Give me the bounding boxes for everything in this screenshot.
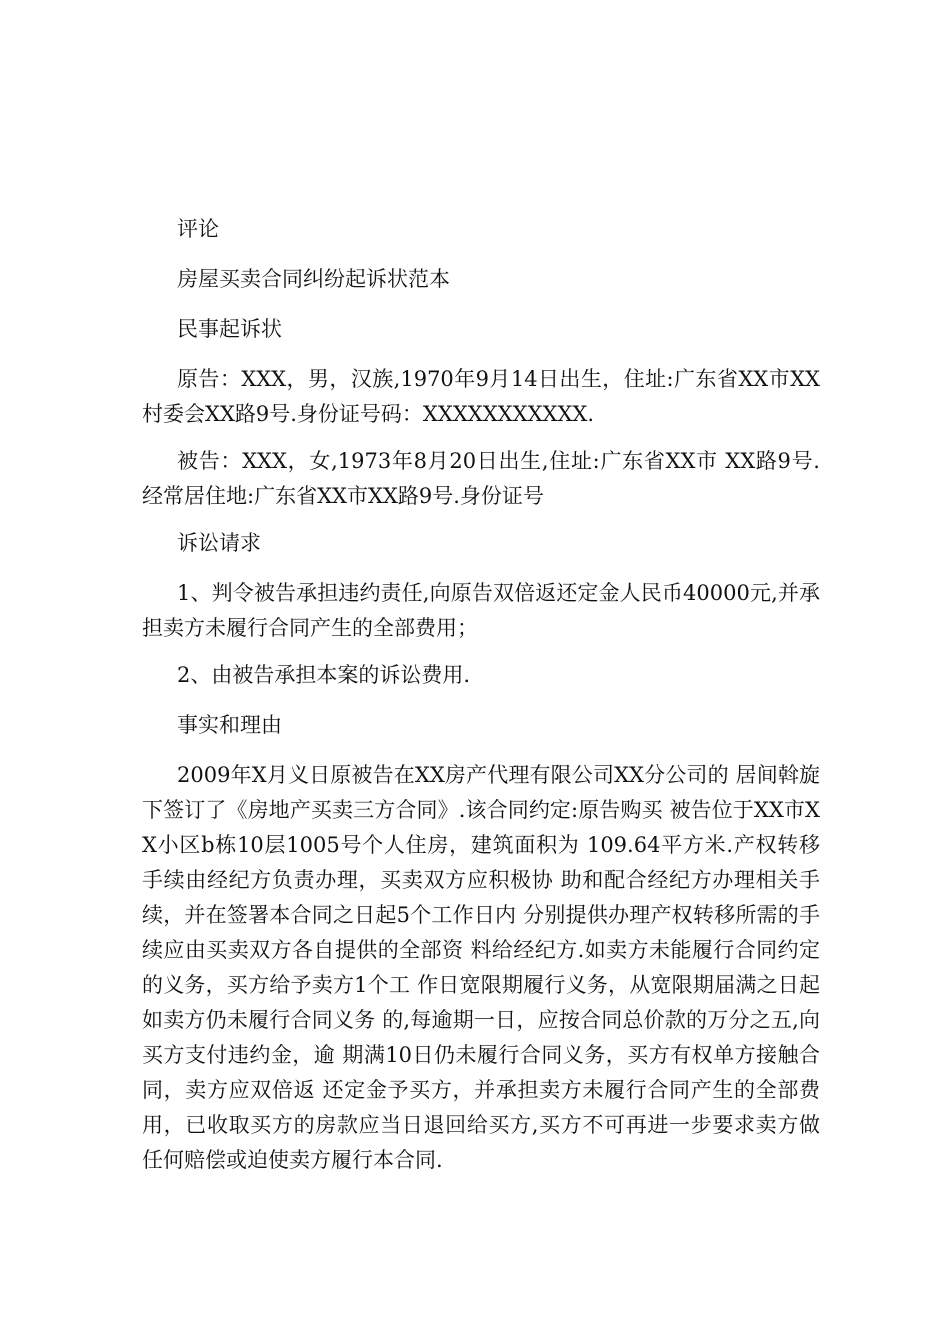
plaintiff-info: 原告：XXX，男，汉族,1970年9月14日出生，住址:广东省XX市XX村委会XX路9号.身份证号码：XXXXXXXXXXX. (142, 367, 820, 426)
document-body (142, 212, 820, 1190)
claim-item-1: 1、判令被告承担违约责任,向原告双倍返还定金人民币40000元,并承担卖方未履行合同产生的全部费用； (142, 581, 820, 640)
comment-heading: 评论 (177, 217, 219, 241)
claims-heading: 诉讼请求 (177, 531, 261, 555)
defendant-info: 被告：XXX，女,1973年8月20日出生,住址:广东省XX市 XX路9号.经常居住地:广东省XX市XX路9号.身份证号 (142, 449, 820, 508)
claim-item-2: 2、由被告承担本案的诉讼费用. (177, 663, 471, 687)
facts-heading: 事实和理由 (177, 713, 282, 737)
document-title: 房屋买卖合同纠纷起诉状范本 (177, 267, 450, 291)
document-subtitle: 民事起诉状 (177, 317, 282, 341)
facts-paragraph: 2009年X月义日原被告在XX房产代理有限公司XX分公司的 居间斡旋下签订了《房地产买卖三方合同》.该合同约定:原告购买 被告位于XX市XX小区b栋10层1005号个人住房，建筑面积为 109.64平方米.产权转移手续由经纪方负责办理，买卖双方应积极协 助和配合经纪方办理相关手续，并在签署本合同之日起5个工作日内 分别提供办理产权转移所需的手续应由买卖双方各自提供的全部资 料给经纪方.如卖方未能履行合同约定的义务，买方给予卖方1个工 作日宽限期履行义务，从宽限期届满之日起如卖方仍未履行合同义务 的,每逾期一日，应按合同总价款的万分之五,向买方支付违约金，逾 期满10日仍未履行合同义务，买方有权单方接触合同，卖方应双倍返 还定金予买方，并承担卖方未履行合同产生的全部费用，已收取买方的房款应当日退回给买方,买方不可再进一步要求卖方做任何赔偿或迫使卖方履行本合同. (142, 763, 820, 1172)
